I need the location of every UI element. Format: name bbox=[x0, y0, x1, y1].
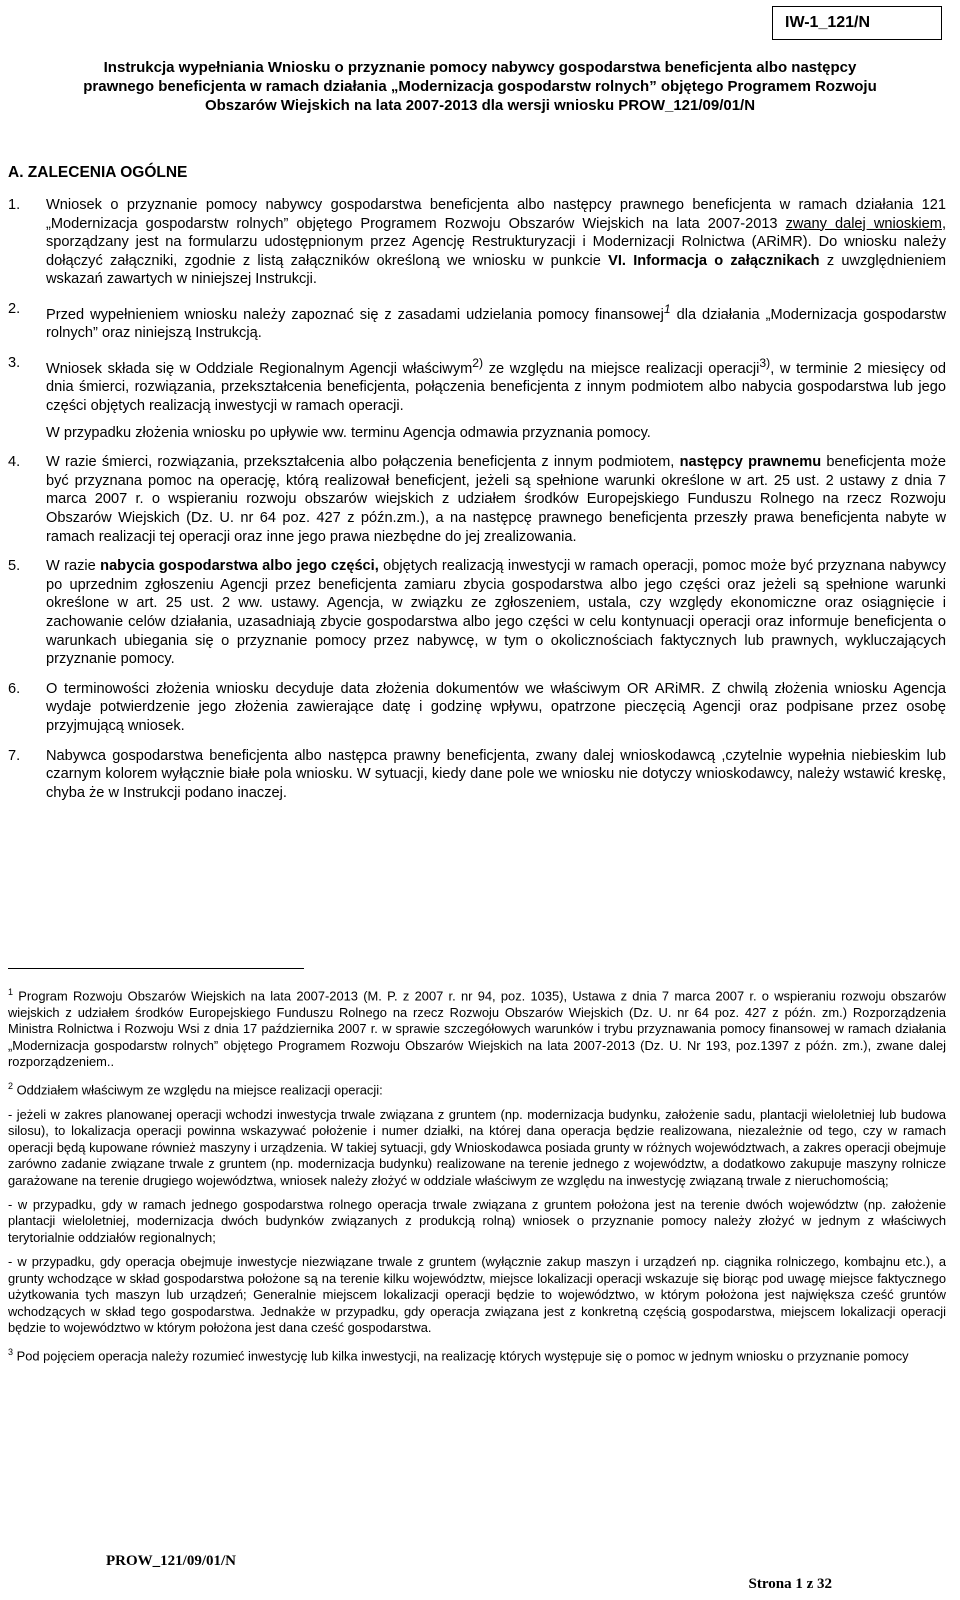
document-title bbox=[20, 58, 940, 115]
list-item bbox=[8, 354, 946, 442]
footnote-text: Program Rozwoju Obszarów Wiejskich na lata 2007-2013 (M. P. z 2007 r. nr 94, poz. 1035), Ustawa z dnia 7 marca 2007 r. o wspieraniu rozwoju obszarów wiejskich z udziałem środków Europejskiego Funduszu Rolnego na rzecz Rozwoju Obszarów Wiejskich (Dz. U. nr 64 poz. 427 z późn. zm.) Rozporządzenia Ministra Rolnictwa i Rozwoju Wsi z dnia 17 października 2007 r. w sprawie szczegółowych warunków i trybu przyznawania pomocy finansowej w ramach działania „Modernizacja gospodarstw rolnych” objętego Programem Rozwoju Obszarów Wiejskich na lata 2007-2013 (Dz. U. Nr 193, poz.1397 z późn. zm.), zwane dalej rozporządzeniem.. bbox=[8, 988, 946, 1069]
item-text bbox=[46, 354, 946, 442]
item-number: 5. bbox=[8, 558, 21, 575]
footnote-1 bbox=[8, 984, 946, 1070]
document-code-box: IW-1_121/N bbox=[772, 6, 942, 40]
text-run: Przed wypełnieniem wniosku należy zapoznać się z zasadami udzielania pomocy finansowej bbox=[46, 306, 664, 323]
list-item bbox=[8, 557, 946, 669]
footnote-ref: 1 bbox=[663, 301, 671, 316]
item-text bbox=[46, 196, 946, 289]
list-item bbox=[8, 680, 946, 736]
section-heading: A. ZALECENIA OGÓLNE bbox=[8, 164, 188, 181]
text-run: W razie śmierci, rozwiązania, przekształcenia albo połączenia beneficjenta z innym podmiotem, bbox=[46, 454, 680, 471]
text-run: ze względu na miejsce realizacji operacji bbox=[483, 360, 760, 377]
footnote-2-case-b: - w przypadku, gdy w ramach jednego gospodarstwa rolnego operacja trwale związana z gruntem położona jest na terenie dwóch województw (np. założenie plantacji wieloletniej, modernizacja dwóch budynków związanych z produkcją rolną) wniosek o przyznanie pomocy należy złożyć w jednym z właściwych terytorialnie oddziałów regionalnych; bbox=[8, 1197, 946, 1245]
list-item bbox=[8, 453, 946, 546]
footnote-ref: 2) bbox=[472, 356, 484, 371]
footnote-separator bbox=[8, 968, 304, 969]
footnote-3 bbox=[8, 1344, 946, 1365]
item-number: 4. bbox=[8, 454, 21, 471]
footer-page-number: Strona 1 z 32 bbox=[748, 1576, 832, 1592]
text-run: , w terminie 2 miesięcy od dnia śmierci, rozwiązania, przekształcenia beneficjenta, połączenia beneficjenta z innym podmiotem albo nabycia gospodarstwa lub jego części objętych realizacją inwestycji w ramach operacji. bbox=[46, 360, 946, 415]
footnote-number: 2 bbox=[8, 1081, 14, 1092]
bold-text: VI bbox=[608, 252, 622, 269]
footnotes bbox=[8, 984, 946, 1373]
footnote-2-case-c: - w przypadku, gdy operacja obejmuje inwestycje niezwiązane trwale z gruntem (wyłącznie zakup maszyn i urządzeń np. ciągnika rolniczego, kombajnu etc.), a grunty wchodzące w skład gospodarstwa położone są na terenie kilku województw, miejsce lokalizacji operacji wskazuje się biorąc pod uwagę miejsce faktycznego użytkowania tych maszyn lub urządzeń; Generalnie miejscem lokalizacji operacji będzie to województwo, w którym położona jest największa cześć gruntów wchodzących w skład tego gospodarstwa. Jednakże w przypadku, gdy operacja związana jest z konkretną częścią gospodarstwa, miejscem lokalizacji operacji będzie to województwo w którym położona jest dana cześć gospodarstwa. bbox=[8, 1254, 946, 1335]
list-item bbox=[8, 747, 946, 803]
list-item bbox=[8, 196, 946, 289]
item-number: 3. bbox=[8, 355, 21, 372]
bold-text: nabycia gospodarstwa albo jego części, bbox=[100, 558, 379, 575]
item-text bbox=[46, 680, 946, 736]
text-run: O terminowości złożenia wniosku decyduje data złożenia dokumentów we właściwym OR ARiMR. Z chwilą złożenia wniosku Agencja wydaje potwierdzenie jego złożenia zawierające datę i godzinę wpływu, opatrzone pieczęcią Agencji oraz podpisane przez osobę przyjmującą wniosek. bbox=[46, 680, 946, 734]
text-run: dla działania „Modernizacja gospodarstw rolnych” oraz niniejszą Instrukcją. bbox=[46, 306, 946, 342]
item-text bbox=[46, 453, 946, 546]
footnote-number: 3 bbox=[8, 1347, 14, 1358]
list-item bbox=[8, 300, 946, 343]
footnote-ref: 3) bbox=[759, 356, 771, 371]
text-run: Nabywca gospodarstwa beneficjenta albo następca prawny beneficjenta, zwany dalej wnioskodawcą ,czytelnie wypełnia niebieskim lub czarnym kolorem wyłącznie białe pola wniosku. W sytuacji, kiedy dane pole we wniosku nie dotyczy wnioskodawcy, należy wstawić kreskę, chyba że w Instrukcji podano inaczej. bbox=[46, 747, 946, 801]
underlined-text: zwany dalej wnioskiem bbox=[785, 215, 942, 232]
text-run: objętych realizacją inwestycji w ramach operacji, pomoc może być przyznana nabywcy po uprzednim zgłoszeniu Agencji przez beneficjenta zamiaru zbycia gospodarstwa albo jego części oraz jeżeli są spełnione warunki określone w art. 25 ust. 2 ww. ustawy. Agencja, w związku ze zgłoszeniem, ustala, czy względy ekonomiczne oraz osiągnięcie i zachowanie celów działania, uzasadniają zbycie gospodarstwa albo jego części w celu kontynuacji operacji oraz informuje beneficjenta o warunkach ubiegania się o przyznanie pomocy przez nabywcę, w tym o okolicznościach faktycznych lub prawnych, wykluczających przyznanie pomocy. bbox=[46, 558, 946, 668]
text-run: Wniosek składa się w Oddziale Regionalnym Agencji właściwym bbox=[46, 360, 473, 377]
item-number: 1. bbox=[8, 197, 21, 213]
recommendations-list bbox=[8, 196, 946, 813]
footer-form-code: PROW_121/09/01/N bbox=[106, 1553, 236, 1569]
item-text bbox=[46, 300, 946, 343]
footnote-2 bbox=[8, 1078, 946, 1099]
item-text bbox=[46, 557, 946, 669]
footnote-number: 1 bbox=[8, 987, 14, 997]
footnote-text: Oddziałem właściwym ze względu na miejsce realizacji operacji: bbox=[13, 1082, 383, 1098]
title-line: Obszarów Wiejskich na lata 2007-2013 dla wersji wniosku PROW_121/09/01/N bbox=[204, 97, 756, 114]
title-line: prawnego beneficjenta w ramach działania „Modernizacja gospodarstw rolnych” objętego Programem Rozwoju bbox=[83, 78, 877, 95]
text-run: W przypadku złożenia wniosku po upływie ww. terminu Agencja odmawia przyznania pomocy. bbox=[46, 424, 651, 441]
item-number: 2. bbox=[8, 300, 21, 317]
text-run: , sporządzany jest na formularzu udostępnionym przez Agencję Restrukturyzacji i Modernizacji Rolnictwa (ARiMR). Do wniosku należy dołączyć załączniki, zgodnie z listą załączników określoną we wniosku w punkcie bbox=[46, 215, 947, 269]
text-run: z uwzględnieniem wskazań zawartych w niniejszej Instrukcji. bbox=[46, 252, 947, 288]
item-number: 6. bbox=[8, 680, 21, 697]
footnote-2-case-a: - jeżeli w zakres planowanej operacji wchodzi inwestycja trwale związana z gruntem (np. modernizacja budynku, założenie sadu, plantacji wieloletniej lub budowa silosu), to lokalizacja operacji powinna wskazywać położenie i numer działki, na której dana operacja będzie realizowana, niezależnie od tego, czy w ramach operacji będą kupowane również maszyny i urządzenia. W takiej sytuacji, gdy Wnioskodawca posiada grunty w różnych województwach, a zakres operacji obejmuje zarówno zadanie związane trwale z gruntem (np. modernizacja budynku) realizowane na terenie jednego z województw, a dodatkowo zakupuje maszyny rolnicze garażowane na terenie drugiego województwa, wniosek należy złożyć w oddziale właściwym ze względu na inwestycję związaną trwale z nieruchomością; bbox=[8, 1107, 946, 1188]
bold-text: Informacja o załącznikach bbox=[633, 252, 820, 269]
item-number: 7. bbox=[8, 747, 21, 764]
text-run: W razie bbox=[46, 558, 101, 575]
text-run: beneficjenta może być przyznana pomoc na operację, którą realizował beneficjent, jeżeli są spełnione warunki określone w art. 25 ust. 2 ustawy z dnia 7 marca 2007 r. o wspieraniu rozwoju obszarów wiejskich z udziałem środków Europejskiego Funduszu Rolnego na rzecz Rozwoju Obszarów Wiejskich (Dz. U. nr 64 poz. 427 z późn.zm.), a na następcę prawnego beneficjenta przeszły prawa beneficjenta nabyte w ramach realizacji tej operacji oraz inne jego prawa niezbędne do jej zrealizowania. bbox=[46, 454, 946, 545]
footnote-text: Pod pojęciem operacja należy rozumieć inwestycję lub kilka inwestycji, na realizację których występuje się o pomoc w jednym wniosku o przyznanie pomocy bbox=[13, 1348, 909, 1364]
title-line: Instrukcja wypełniania Wniosku o przyznanie pomocy nabywcy gospodarstwa beneficjenta albo następcy bbox=[103, 59, 857, 76]
bold-text: następcy prawnemu bbox=[679, 454, 822, 471]
item-text bbox=[46, 747, 946, 803]
text-run: Wniosek o przyznanie pomocy nabywcy gospodarstwa beneficjenta albo następcy prawnego beneficjenta w ramach działania 121 „Modernizacja gospodarstw rolnych” objętego Programem Rozwoju Obszarów Wiejskich na lata 2007-2013 bbox=[46, 197, 946, 232]
text-run: . bbox=[621, 252, 634, 269]
